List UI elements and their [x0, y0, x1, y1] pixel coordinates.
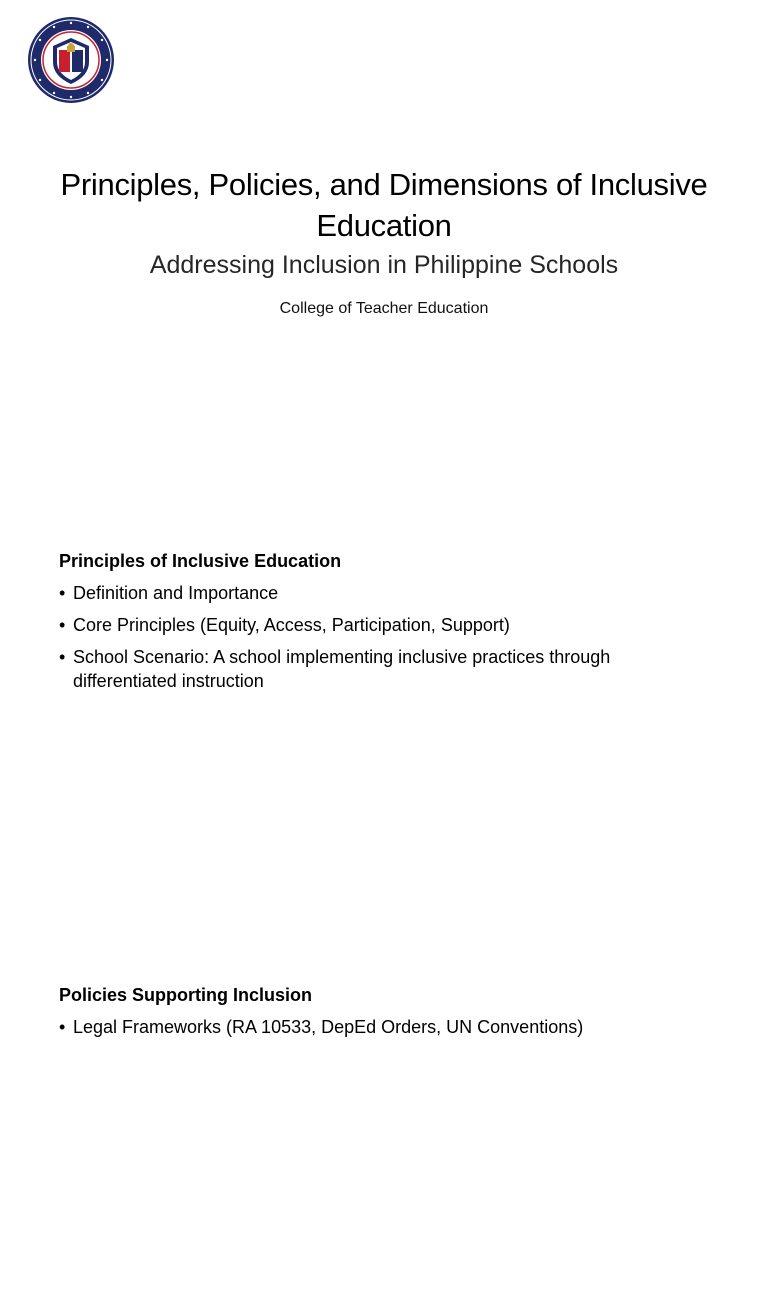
principles-slide [0, 432, 768, 864]
bullet-icon: • [59, 615, 66, 635]
slide-title: Principles, Policies, and Dimensions of Inclusive Education [60, 167, 708, 243]
bullet-text: Core Principles (Equity, Access, Participation, Support) [73, 615, 510, 635]
principles-heading: Principles of Inclusive Education [59, 551, 342, 571]
list-item [59, 613, 709, 637]
principles-bullet-list [59, 581, 709, 701]
bullet-text: Definition and Importance [73, 583, 279, 603]
title-slide [0, 0, 768, 432]
school-seal-icon [27, 16, 115, 104]
bullet-text: School Scenario: A school implementing inclusive practices through differentiated instruction [73, 647, 611, 691]
policies-slide [0, 864, 768, 1296]
bullet-icon: • [59, 1017, 66, 1037]
affiliation-text: College of Teacher Education [279, 300, 489, 317]
slide-subtitle: Addressing Inclusion in Philippine Schools [149, 251, 619, 279]
bullet-icon: • [59, 583, 66, 603]
bullet-text: Legal Frameworks (RA 10533, DepEd Orders, UN Conventions) [73, 1017, 584, 1037]
policies-heading: Policies Supporting Inclusion [59, 985, 313, 1005]
list-item [59, 645, 709, 693]
list-item [59, 1015, 709, 1039]
bullet-icon: • [59, 647, 66, 667]
policies-bullet-list [59, 1015, 709, 1047]
list-item [59, 581, 709, 605]
